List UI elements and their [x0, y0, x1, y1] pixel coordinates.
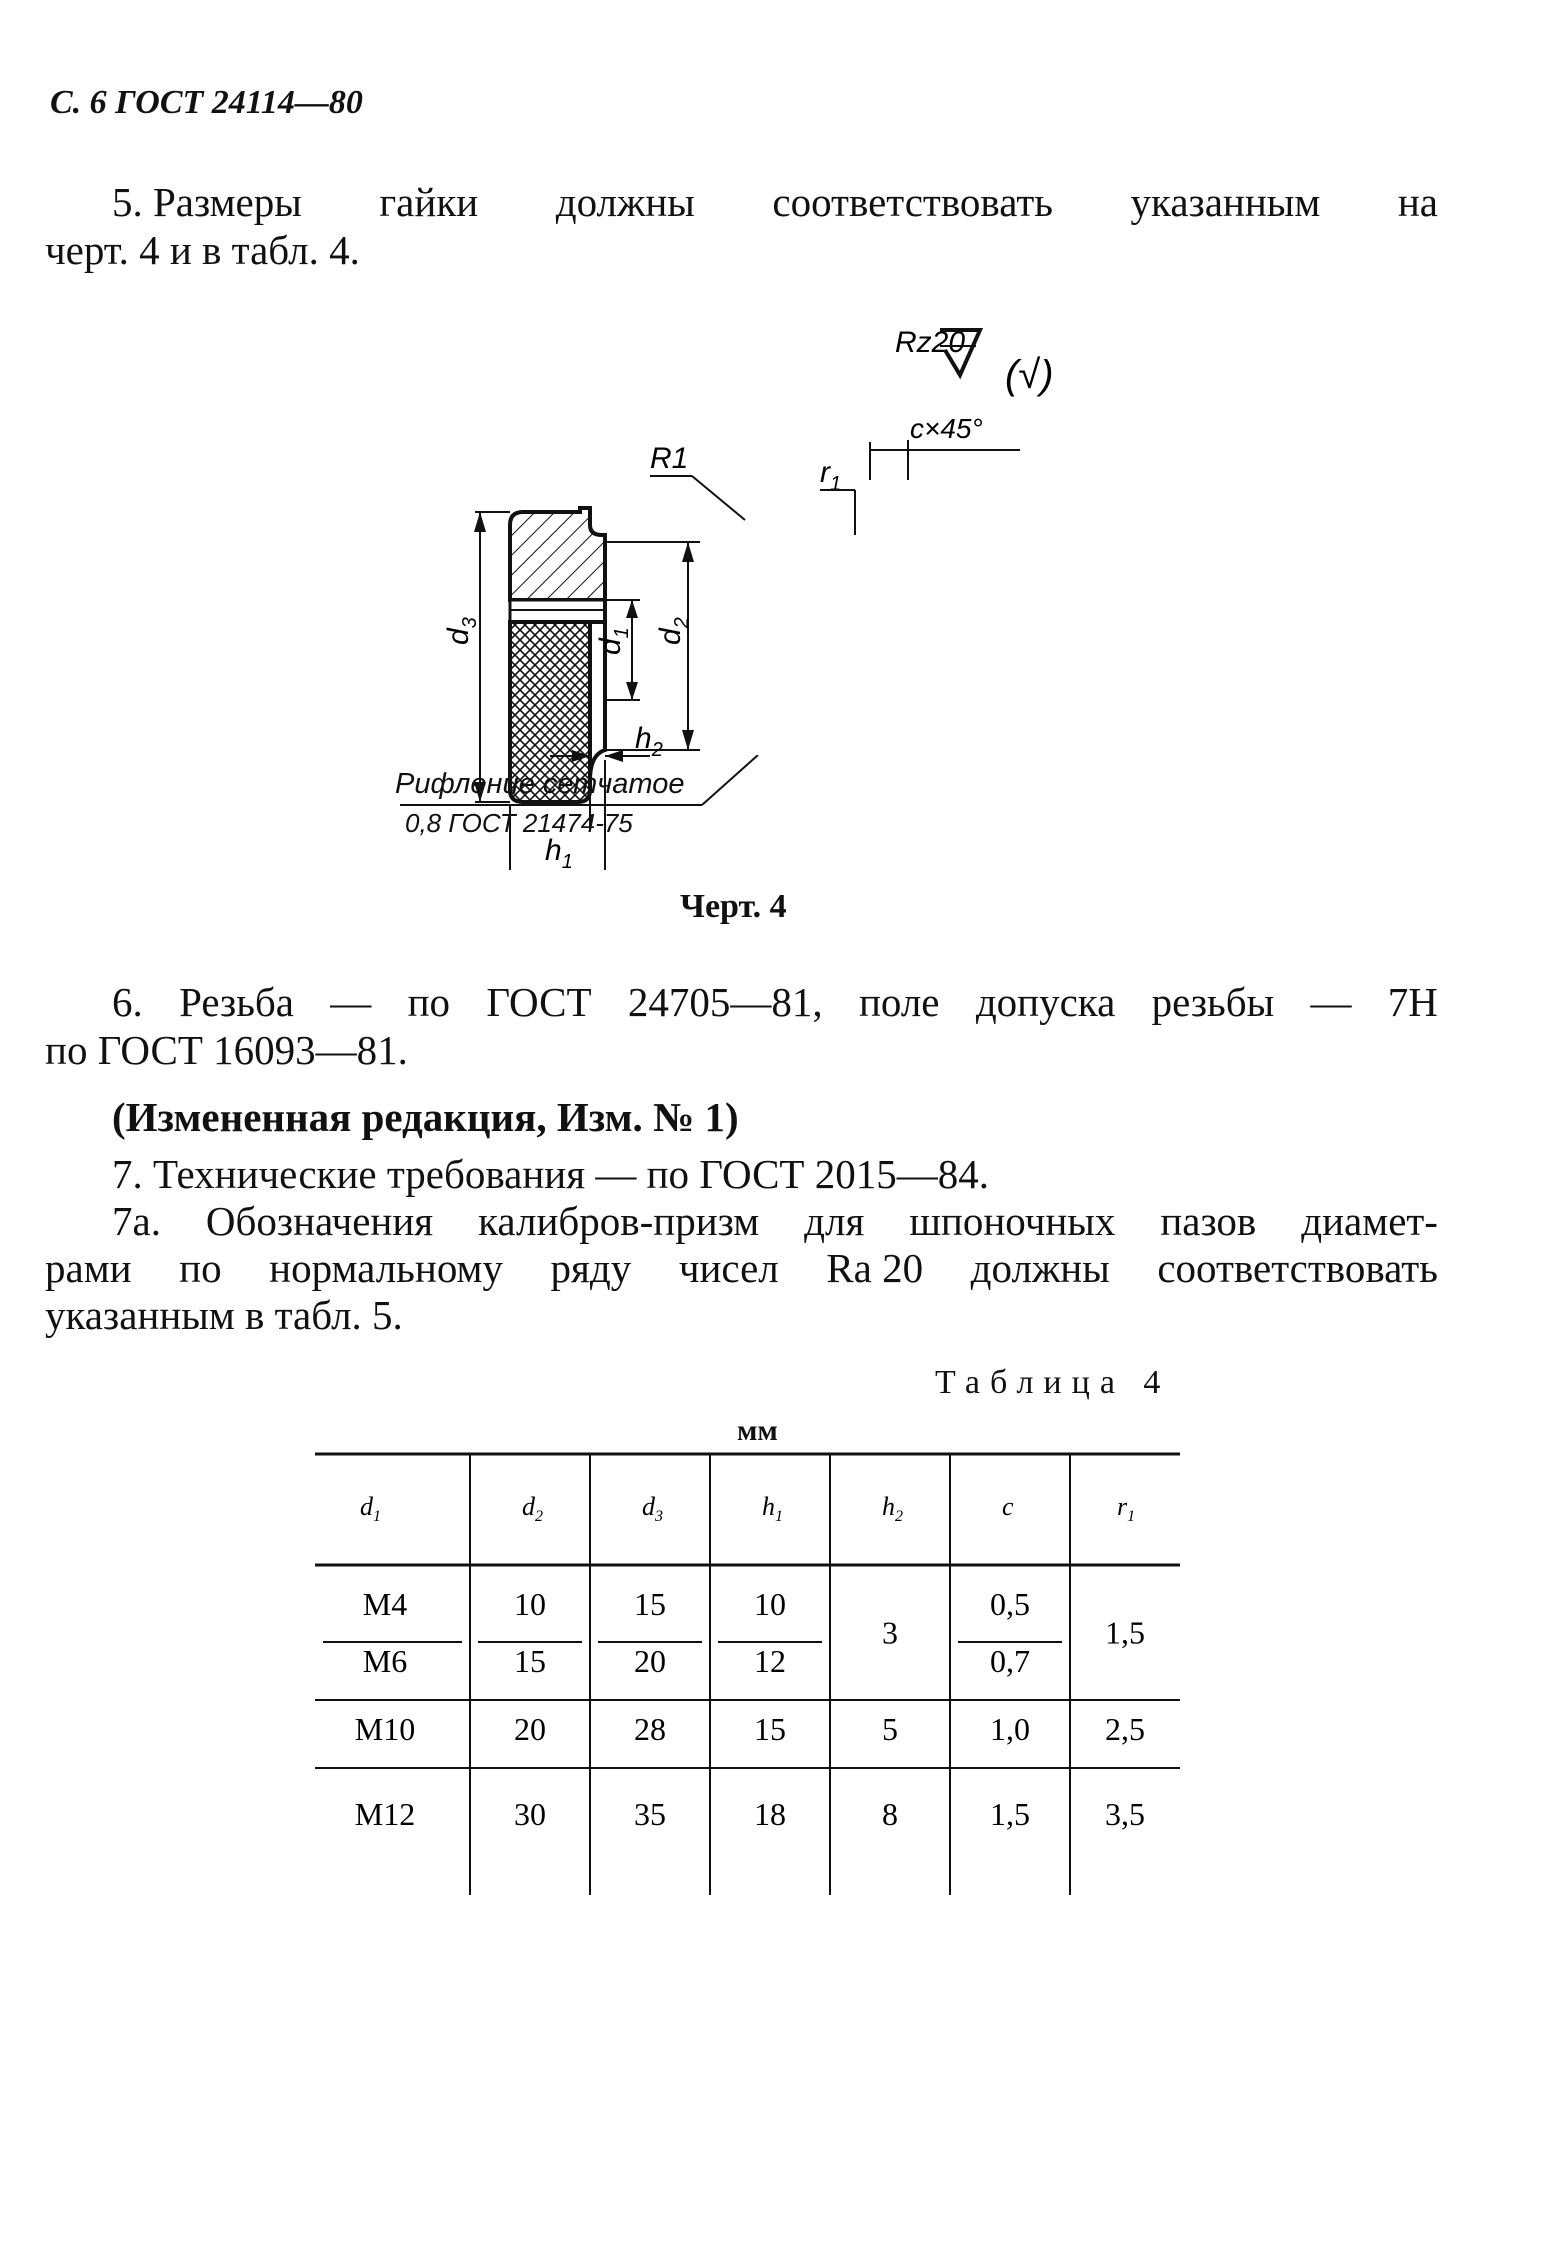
p7a-l1-word: пазов — [1160, 1198, 1257, 1244]
table-cell: 0,7 — [990, 1643, 1030, 1679]
paragraph-7a-line1 — [112, 1197, 1438, 1245]
p7a-l2-word: ряду — [550, 1245, 632, 1291]
p7a-l2-word: соответствовать — [1157, 1245, 1438, 1291]
table-header-c: c — [1002, 1492, 1014, 1521]
table-cell: 20 — [514, 1711, 546, 1747]
nut-section-upper — [510, 508, 605, 600]
table-cell: 0,5 — [990, 1586, 1030, 1622]
table-cell: 35 — [634, 1796, 666, 1832]
table-cell: M6 — [362, 1643, 408, 1679]
table-cell: 1,5 — [990, 1796, 1030, 1832]
table-header-r1: $r_1$ — [1117, 1492, 1136, 1525]
table-unit: мм — [737, 1414, 778, 1447]
table-cell: 8 — [882, 1796, 898, 1832]
p7a-l1-word: шпоночных — [909, 1198, 1116, 1244]
table-cell: 1,5 — [1105, 1614, 1145, 1651]
figure-caption: Черт. 4 — [680, 888, 787, 925]
p7a-l2-word: нормальному — [269, 1245, 503, 1291]
p6-word: ГОСТ — [486, 979, 592, 1025]
p7a-l2-word: по — [179, 1245, 222, 1291]
p6-word: по — [407, 979, 451, 1025]
r1-label: $r_1$ — [820, 456, 842, 495]
p7a-l1-word: 7а. — [112, 1198, 161, 1244]
table-header-d3: $d_3$ — [642, 1492, 663, 1525]
table-cell: 2,5 — [1105, 1711, 1145, 1747]
p7a-l1-word: Обозначения — [205, 1198, 434, 1244]
paragraph-7: 7. Технические требования — по ГОСТ 2015—84. — [112, 1151, 989, 1197]
p6-word: — — [330, 979, 372, 1025]
p5-word: 5. Размеры — [112, 179, 302, 225]
table-header-h2: $h_2$ — [882, 1492, 903, 1525]
table-cell: 3 — [882, 1614, 898, 1651]
table-cell: 15 — [514, 1643, 546, 1679]
table-headers — [360, 1492, 1135, 1525]
chamfer-label: c×45° — [910, 413, 983, 444]
p7a-l1-word: диамет- — [1301, 1198, 1438, 1244]
p7a-l2-word: рами — [45, 1245, 132, 1291]
table-cell: 30 — [514, 1796, 546, 1832]
table-cell: 10 — [514, 1586, 546, 1622]
d2-label: $d_2$ — [654, 617, 693, 645]
table-cell: 3,5 — [1105, 1796, 1145, 1832]
paragraph-6-line1 — [112, 978, 1438, 1026]
table-cell: M10 — [354, 1711, 416, 1747]
amendment-note: (Измененная редакция, Изм. № 1) — [112, 1094, 739, 1140]
p5-word: должны — [555, 179, 695, 225]
p6-word: Резьба — [179, 979, 294, 1025]
p7a-l2-word: Ra 20 — [826, 1245, 924, 1291]
p6-word: 24705—81, — [627, 979, 823, 1025]
p6-word: резьбы — [1151, 979, 1275, 1025]
page-header: С. 6 ГОСТ 24114—80 — [50, 84, 363, 121]
p7a-l2-word: должны — [970, 1245, 1110, 1291]
p5-word: гайки — [379, 179, 479, 225]
roughness-symbol — [895, 326, 1054, 397]
p5-word: на — [1397, 179, 1438, 225]
table-cell: 12 — [754, 1643, 786, 1679]
paragraph-5-line2: черт. 4 и в табл. 4. — [45, 227, 360, 273]
knurl-note-line1: Рифление сетчатое — [395, 768, 685, 800]
r1-radius-label: R1 — [650, 442, 689, 475]
table-cell: 1,0 — [990, 1711, 1030, 1747]
roughness-label: Rz20 — [895, 326, 966, 359]
table-cell: 20 — [634, 1643, 666, 1679]
table-header-d2: $d_2$ — [522, 1492, 543, 1525]
h1-label: $h_1$ — [545, 834, 573, 870]
p6-word: поле — [858, 979, 940, 1025]
roughness-extra: (√) — [1005, 353, 1054, 397]
p7a-l1-word: для — [804, 1198, 865, 1244]
table-header-h1: $h_1$ — [762, 1492, 783, 1525]
table-cells — [355, 1586, 1145, 1832]
h2-label: $h_2$ — [635, 722, 663, 761]
table-label: Таблица 4 — [935, 1364, 1171, 1401]
table-cell: 28 — [634, 1711, 666, 1747]
knurl-note-line2: 0,8 ГОСТ 21474-75 — [405, 808, 633, 838]
d3-label: $d_3$ — [442, 617, 481, 645]
paragraph-5-line1 — [112, 178, 1438, 226]
d1-label: $d_1$ — [594, 627, 633, 655]
table-cell: 5 — [882, 1711, 898, 1747]
table-cell: 18 — [754, 1796, 786, 1832]
table-cell: 10 — [754, 1586, 786, 1622]
paragraph-7a-line2 — [45, 1244, 1438, 1292]
paragraph-6-line2: по ГОСТ 16093—81. — [45, 1027, 408, 1073]
p5-word: указанным — [1130, 179, 1321, 225]
paragraph-7a-line3: указанным в табл. 5. — [45, 1292, 403, 1338]
p6-word: — — [1310, 979, 1352, 1025]
table-header-d1: $d_1$ — [360, 1492, 381, 1525]
table-cell: 15 — [634, 1586, 666, 1622]
table-cell: 15 — [754, 1711, 786, 1747]
table-grid — [315, 1454, 1180, 1895]
dimension-table — [300, 1450, 1180, 1910]
table-cell: M4 — [362, 1586, 408, 1622]
p7a-l2-word: чисел — [678, 1245, 779, 1291]
p6-word: 6. — [112, 979, 143, 1025]
p6-word: допуска — [975, 979, 1116, 1025]
p7a-l1-word: калибров-призм — [478, 1198, 760, 1244]
p6-word: 7Н — [1387, 979, 1438, 1025]
table-cell: M12 — [354, 1796, 416, 1832]
p5-word: соответствовать — [772, 179, 1053, 225]
